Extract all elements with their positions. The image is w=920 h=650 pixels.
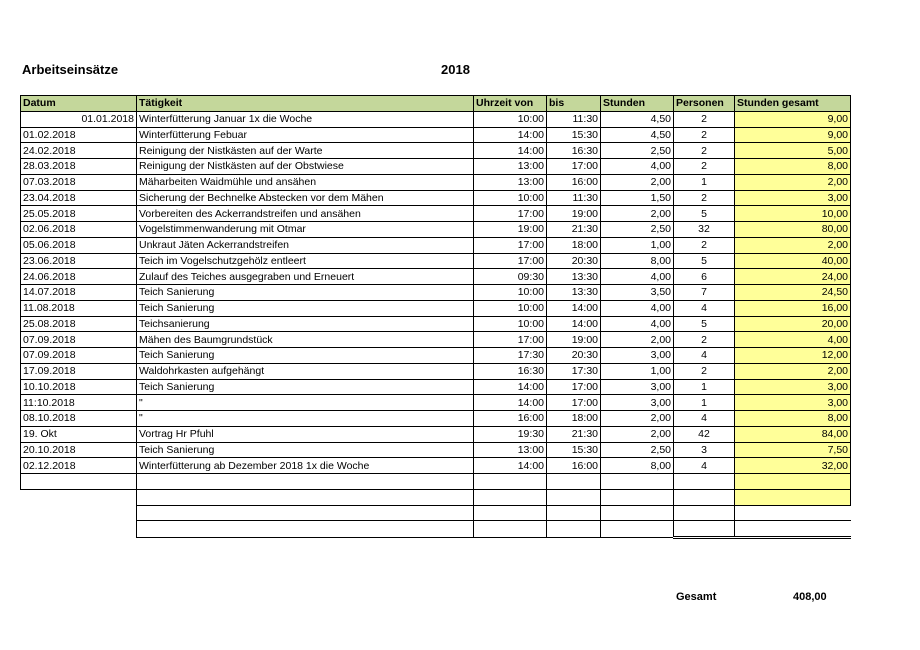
empty-rows: [21, 474, 851, 538]
cell-bis: 19:00: [547, 332, 601, 348]
cell-bis: 20:30: [547, 253, 601, 269]
cell-bis: 16:00: [547, 458, 601, 474]
table-row: [21, 174, 851, 190]
table-row: [21, 285, 851, 301]
empty-row: [21, 521, 851, 538]
cell-stunden: 4,00: [601, 269, 674, 285]
table-row: [21, 159, 851, 175]
cell-taetigkeit: Winterfütterung Januar 1x die Woche: [137, 111, 474, 127]
cell-personen: 6: [674, 269, 735, 285]
cell-datum: 28.03.2018: [21, 159, 137, 175]
cell-datum: 05.06.2018: [21, 237, 137, 253]
cell-datum: 01.02.2018: [21, 127, 137, 143]
cell-stunden: 2,00: [601, 332, 674, 348]
cell-taetigkeit: Teich Sanierung: [137, 285, 474, 301]
cell-uhrzeit-von: 17:30: [474, 348, 547, 364]
cell-datum: 25.05.2018: [21, 206, 137, 222]
cell-stunden: 4,00: [601, 316, 674, 332]
cell-stunden-gesamt: 2,00: [735, 174, 851, 190]
cell-personen: 4: [674, 458, 735, 474]
cell-stunden-gesamt: 16,00: [735, 300, 851, 316]
cell-personen: 4: [674, 300, 735, 316]
cell-bis: 19:00: [547, 206, 601, 222]
cell-stunden: 4,00: [601, 159, 674, 175]
cell-datum: 02.06.2018: [21, 222, 137, 238]
total-value: 408,00: [793, 591, 827, 603]
cell-bis: 17:00: [547, 159, 601, 175]
cell-datum: 25.08.2018: [21, 316, 137, 332]
cell-stunden-gesamt: 20,00: [735, 316, 851, 332]
cell-stunden-gesamt: 24,50: [735, 285, 851, 301]
cell-personen: 4: [674, 348, 735, 364]
cell-stunden-gesamt: 3,00: [735, 190, 851, 206]
cell-stunden: 2,50: [601, 143, 674, 159]
cell-bis: 18:00: [547, 237, 601, 253]
cell-personen: 1: [674, 174, 735, 190]
cell-stunden: 3,00: [601, 395, 674, 411]
cell-stunden: 3,00: [601, 379, 674, 395]
cell-stunden-gesamt: 12,00: [735, 348, 851, 364]
cell-datum: 07.03.2018: [21, 174, 137, 190]
cell-datum: 10.10.2018: [21, 379, 137, 395]
cell-personen: 32: [674, 222, 735, 238]
cell-uhrzeit-von: 19:00: [474, 222, 547, 238]
cell-stunden: 2,00: [601, 206, 674, 222]
cell-stunden-gesamt: 3,00: [735, 379, 851, 395]
cell-stunden-gesamt: 80,00: [735, 222, 851, 238]
cell-uhrzeit-von: 10:00: [474, 300, 547, 316]
cell-datum: 07.09.2018: [21, 348, 137, 364]
cell-bis: 15:30: [547, 442, 601, 458]
cell-stunden: 1,00: [601, 363, 674, 379]
cell-stunden: 2,00: [601, 174, 674, 190]
cell-stunden-gesamt: 9,00: [735, 111, 851, 127]
col-header-taetigkeit: Tätigkeit: [137, 96, 474, 112]
cell-bis: 16:30: [547, 143, 601, 159]
cell-stunden: 4,00: [601, 300, 674, 316]
cell-uhrzeit-von: 10:00: [474, 111, 547, 127]
cell-personen: 4: [674, 411, 735, 427]
col-header-stunden: Stunden: [601, 96, 674, 112]
table-row: [21, 253, 851, 269]
table-row: [21, 363, 851, 379]
cell-bis: 15:30: [547, 127, 601, 143]
cell-uhrzeit-von: 17:00: [474, 206, 547, 222]
table-row: [21, 111, 851, 127]
cell-datum: 08.10.2018: [21, 411, 137, 427]
work-table: [20, 95, 851, 539]
cell-personen: 1: [674, 395, 735, 411]
cell-taetigkeit: Zulauf des Teiches ausgegraben und Erneuert: [137, 269, 474, 285]
table-row: [21, 379, 851, 395]
table-row: [21, 458, 851, 474]
empty-row: [21, 489, 851, 505]
table-row: [21, 300, 851, 316]
cell-bis: 17:30: [547, 363, 601, 379]
cell-uhrzeit-von: 17:00: [474, 332, 547, 348]
cell-bis: 17:00: [547, 379, 601, 395]
cell-taetigkeit: Mähen des Baumgrundstück: [137, 332, 474, 348]
cell-taetigkeit: Teich Sanierung: [137, 442, 474, 458]
cell-taetigkeit: Waldohrkasten aufgehängt: [137, 363, 474, 379]
cell-taetigkeit: Winterfütterung ab Dezember 2018 1x die Woche: [137, 458, 474, 474]
cell-datum: 11:10.2018: [21, 395, 137, 411]
cell-stunden: 2,00: [601, 426, 674, 442]
cell-personen: 1: [674, 379, 735, 395]
cell-taetigkeit: Teich Sanierung: [137, 348, 474, 364]
cell-stunden-gesamt: 32,00: [735, 458, 851, 474]
cell-taetigkeit: Reinigung der Nistkästen auf der Obstwiese: [137, 159, 474, 175]
cell-personen: 5: [674, 253, 735, 269]
cell-bis: 14:00: [547, 316, 601, 332]
cell-datum: 23.06.2018: [21, 253, 137, 269]
table-row: [21, 206, 851, 222]
cell-uhrzeit-von: 09:30: [474, 269, 547, 285]
cell-personen: 2: [674, 237, 735, 253]
cell-taetigkeit: Winterfütterung Febuar: [137, 127, 474, 143]
cell-personen: 7: [674, 285, 735, 301]
cell-personen: 42: [674, 426, 735, 442]
table-row: [21, 269, 851, 285]
cell-stunden-gesamt: 8,00: [735, 411, 851, 427]
cell-personen: 2: [674, 332, 735, 348]
cell-stunden-gesamt: 8,00: [735, 159, 851, 175]
cell-uhrzeit-von: 14:00: [474, 379, 547, 395]
cell-stunden-gesamt: 3,00: [735, 395, 851, 411]
header-row: [21, 96, 851, 112]
cell-uhrzeit-von: 14:00: [474, 395, 547, 411]
cell-personen: 2: [674, 143, 735, 159]
cell-uhrzeit-von: 13:00: [474, 442, 547, 458]
cell-stunden: 4,50: [601, 111, 674, 127]
cell-taetigkeit: Vorbereiten des Ackerrandstreifen und ansähen: [137, 206, 474, 222]
cell-stunden-gesamt: 10,00: [735, 206, 851, 222]
table-row: [21, 332, 851, 348]
cell-datum: 07.09.2018: [21, 332, 137, 348]
cell-taetigkeit: Reinigung der Nistkästen auf der Warte: [137, 143, 474, 159]
cell-stunden-gesamt: 9,00: [735, 127, 851, 143]
cell-stunden: 2,50: [601, 442, 674, 458]
cell-stunden: 1,00: [601, 237, 674, 253]
col-header-stunden-gesamt: Stunden gesamt: [735, 96, 851, 112]
cell-bis: 14:00: [547, 300, 601, 316]
cell-uhrzeit-von: 10:00: [474, 316, 547, 332]
cell-personen: 5: [674, 316, 735, 332]
cell-stunden: 8,00: [601, 253, 674, 269]
cell-taetigkeit: Teich Sanierung: [137, 300, 474, 316]
cell-stunden: 1,50: [601, 190, 674, 206]
cell-uhrzeit-von: 13:00: [474, 159, 547, 175]
table-row: [21, 190, 851, 206]
cell-bis: 11:30: [547, 190, 601, 206]
cell-taetigkeit: Vortrag Hr Pfuhl: [137, 426, 474, 442]
cell-datum: 19. Okt: [21, 426, 137, 442]
cell-bis: 17:00: [547, 395, 601, 411]
cell-datum: 17.09.2018: [21, 363, 137, 379]
cell-bis: 21:30: [547, 426, 601, 442]
table-row: [21, 442, 851, 458]
cell-uhrzeit-von: 19:30: [474, 426, 547, 442]
cell-stunden: 3,50: [601, 285, 674, 301]
cell-personen: 2: [674, 127, 735, 143]
cell-stunden: 2,50: [601, 222, 674, 238]
cell-stunden-gesamt: 24,00: [735, 269, 851, 285]
cell-taetigkeit: Mäharbeiten Waidmühle und ansähen: [137, 174, 474, 190]
total-label: Gesamt: [676, 591, 717, 603]
table-row: [21, 426, 851, 442]
cell-taetigkeit: Teichsanierung: [137, 316, 474, 332]
cell-taetigkeit: ": [137, 395, 474, 411]
cell-stunden-gesamt: 2,00: [735, 363, 851, 379]
table-row: [21, 411, 851, 427]
cell-datum: 24.02.2018: [21, 143, 137, 159]
cell-taetigkeit: Sicherung der Bechnelke Abstecken vor dem Mähen: [137, 190, 474, 206]
cell-stunden-gesamt: 84,00: [735, 426, 851, 442]
cell-stunden-gesamt: 40,00: [735, 253, 851, 269]
table-row: [21, 395, 851, 411]
cell-datum: 01.01.2018: [21, 111, 137, 127]
cell-personen: 2: [674, 190, 735, 206]
cell-datum: 23.04.2018: [21, 190, 137, 206]
table-row: [21, 348, 851, 364]
cell-taetigkeit: Unkraut Jäten Ackerrandstreifen: [137, 237, 474, 253]
cell-bis: 21:30: [547, 222, 601, 238]
col-header-datum: Datum: [21, 96, 137, 112]
cell-stunden: 3,00: [601, 348, 674, 364]
cell-bis: 18:00: [547, 411, 601, 427]
cell-uhrzeit-von: 16:30: [474, 363, 547, 379]
cell-stunden-gesamt: 4,00: [735, 332, 851, 348]
cell-bis: 13:30: [547, 269, 601, 285]
cell-datum: 11.08.2018: [21, 300, 137, 316]
col-header-bis: bis: [547, 96, 601, 112]
cell-taetigkeit: Teich im Vogelschutzgehölz entleert: [137, 253, 474, 269]
col-header-personen: Personen: [674, 96, 735, 112]
table-row: [21, 143, 851, 159]
cell-stunden: 2,00: [601, 411, 674, 427]
cell-uhrzeit-von: 14:00: [474, 143, 547, 159]
sheet-year: 2018: [441, 62, 470, 77]
table-row: [21, 237, 851, 253]
cell-uhrzeit-von: 13:00: [474, 174, 547, 190]
empty-row: [21, 505, 851, 521]
cell-uhrzeit-von: 17:00: [474, 237, 547, 253]
cell-bis: 11:30: [547, 111, 601, 127]
cell-personen: 3: [674, 442, 735, 458]
empty-row: [21, 474, 851, 490]
cell-datum: 02.12.2018: [21, 458, 137, 474]
cell-uhrzeit-von: 16:00: [474, 411, 547, 427]
cell-datum: 24.06.2018: [21, 269, 137, 285]
table-row: [21, 127, 851, 143]
cell-personen: 5: [674, 206, 735, 222]
cell-uhrzeit-von: 14:00: [474, 127, 547, 143]
cell-uhrzeit-von: 10:00: [474, 190, 547, 206]
cell-datum: 20.10.2018: [21, 442, 137, 458]
cell-stunden: 4,50: [601, 127, 674, 143]
cell-bis: 20:30: [547, 348, 601, 364]
cell-uhrzeit-von: 17:00: [474, 253, 547, 269]
cell-bis: 13:30: [547, 285, 601, 301]
cell-datum: 14.07.2018: [21, 285, 137, 301]
cell-personen: 2: [674, 159, 735, 175]
cell-personen: 2: [674, 111, 735, 127]
table-body: [21, 111, 851, 473]
cell-stunden-gesamt: 7,50: [735, 442, 851, 458]
cell-uhrzeit-von: 14:00: [474, 458, 547, 474]
cell-stunden: 8,00: [601, 458, 674, 474]
sheet-title: Arbeitseinsätze: [22, 62, 119, 77]
cell-taetigkeit: Vogelstimmenwanderung mit Otmar: [137, 222, 474, 238]
col-header-uhrzeit-von: Uhrzeit von: [474, 96, 547, 112]
table-row: [21, 222, 851, 238]
cell-taetigkeit: ": [137, 411, 474, 427]
cell-stunden-gesamt: 2,00: [735, 237, 851, 253]
cell-taetigkeit: Teich Sanierung: [137, 379, 474, 395]
table-row: [21, 316, 851, 332]
cell-uhrzeit-von: 10:00: [474, 285, 547, 301]
cell-bis: 16:00: [547, 174, 601, 190]
cell-personen: 2: [674, 363, 735, 379]
cell-stunden-gesamt: 5,00: [735, 143, 851, 159]
